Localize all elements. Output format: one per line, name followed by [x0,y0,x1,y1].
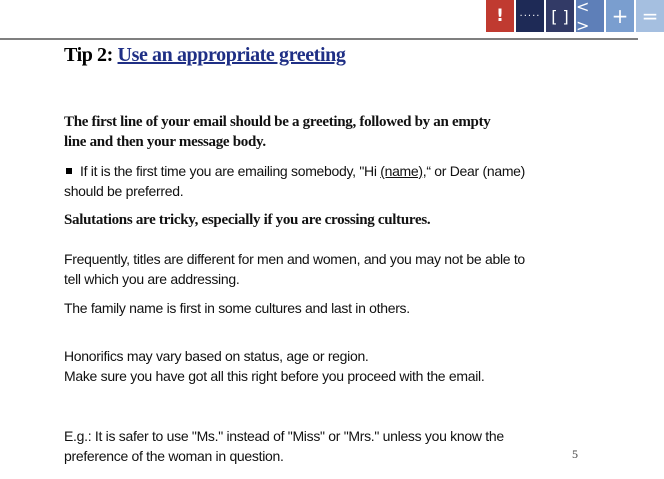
honorifics-text: Honorifics may vary based on status, age or region. [64,348,369,364]
top-divider [0,38,638,40]
intro-paragraph [64,112,624,152]
intro-line-1: The first line of your email should be a greeting, followed by an empty [64,114,491,130]
bullet-line-1 [64,161,624,181]
title-prefix: Tip 2: [64,44,113,66]
salutations-line-1: Frequently, titles are different for men and women, and you may not be able to [64,251,525,267]
bullet-line-2: should be preferred. [64,183,184,199]
make-sure-text: Make sure you have got all this right before you proceed with the email. [64,368,485,384]
title-text: Use an appropriate greeting [117,44,346,66]
name-link[interactable]: (name) [380,163,423,179]
salutations-paragraph [64,249,624,289]
page-number: 5 [572,447,578,461]
square-bullet-icon [66,168,72,174]
slide-title [64,44,345,67]
slide-toolbar [486,0,664,35]
dotted-line-icon[interactable]: ····· [516,0,544,32]
example-line-2: preference of the woman in question. [64,448,284,464]
plus-icon[interactable]: + [606,0,634,32]
example-line-1: E.g.: It is safer to use "Ms." instead of "Miss" or "Mrs." unless you know the [64,428,504,444]
exclamation-icon[interactable]: ! [486,0,514,32]
salutations-line-2: tell which you are addressing. [64,271,240,287]
family-name-text: The family name is first in some cultures and last in others. [64,300,410,316]
example-paragraph [64,426,624,466]
brackets-icon[interactable]: [ ] [546,0,574,32]
intro-line-2: line and then your message body. [64,134,266,150]
salutations-heading: Salutations are tricky, especially if you are crossing cultures. [64,212,431,228]
first-time-bullet [64,161,624,201]
bullet-text-part1: If it is the first time you are emailing somebody, "Hi [80,163,381,179]
bullet-text-part2: ,“ or Dear (name) [422,163,526,179]
angle-brackets-icon[interactable]: < > [576,0,604,32]
equals-icon[interactable]: = [636,0,664,32]
